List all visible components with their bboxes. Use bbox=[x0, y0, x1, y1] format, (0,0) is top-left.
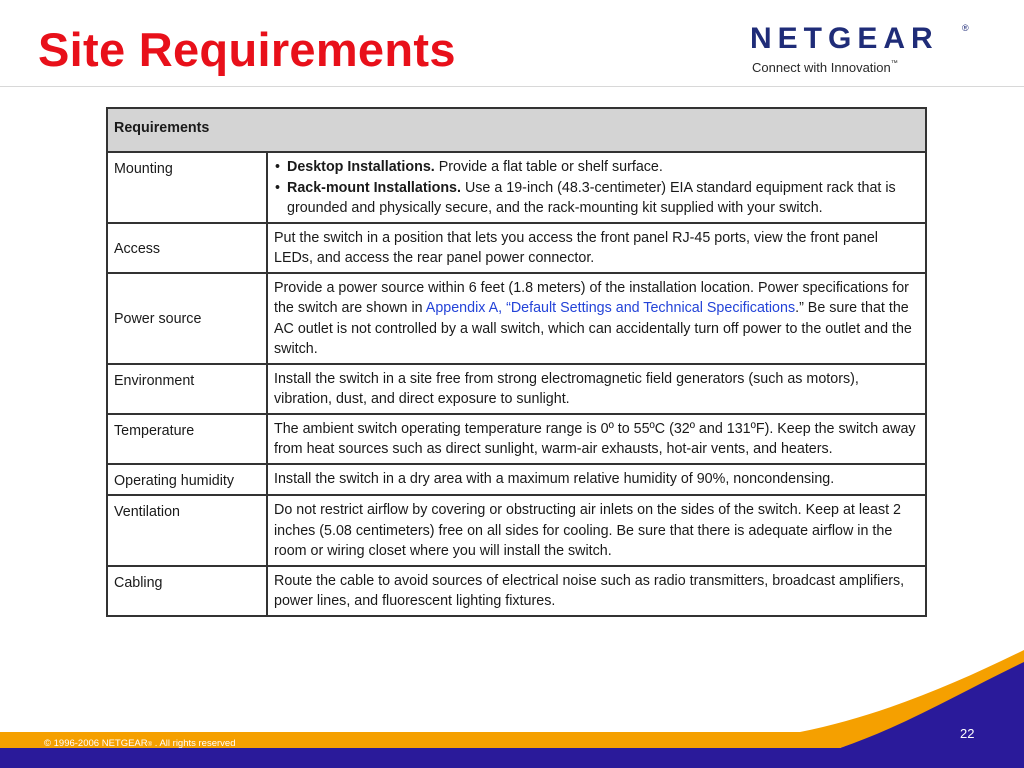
description-text: Provide a power source within 6 feet (1.8 meters) of the installation location. Power specifications for the switch are shown in bbox=[274, 279, 909, 316]
row-description: The ambient switch operating temperature range is 0º to 55ºC (32º and 131ºF). Keep the switch away from heat sources such as direct sunlight, warm-air exhausts, hot-air vents, and heaters. bbox=[267, 414, 926, 464]
bullet-text: Provide a flat table or shelf surface. bbox=[434, 159, 663, 175]
table-header: Requirements bbox=[107, 108, 926, 152]
copyright-text: © 1996-2006 NETGEAR bbox=[44, 738, 148, 749]
logo-tagline-text: Connect with Innovation bbox=[752, 60, 891, 75]
row-description bbox=[267, 273, 926, 364]
row-label: Access bbox=[107, 223, 267, 273]
copyright-suffix: . All rights reserved bbox=[152, 738, 236, 749]
logo-tagline bbox=[752, 60, 898, 75]
copyright-registered-mark: ® bbox=[147, 742, 153, 748]
bullet-text: Use a 19-inch (48.3-centimeter) EIA standard equipment rack that is grounded and physically secure, and the rack-mounting kit supplied with your switch. bbox=[287, 179, 896, 216]
requirements-table bbox=[106, 107, 927, 617]
row-label: Cabling bbox=[107, 566, 267, 616]
description-text: .” Be sure that the AC outlet is not controlled by a wall switch, which can accidentally turn off power to the outlet and the switch. bbox=[274, 300, 912, 357]
row-label: Mounting bbox=[107, 152, 267, 223]
row-label: Environment bbox=[107, 364, 267, 414]
bullet-heading: Rack-mount Installations. bbox=[287, 179, 461, 196]
footer-orange-band bbox=[0, 650, 1024, 748]
bullet-heading: Desktop Installations. bbox=[287, 159, 435, 175]
row-label: Temperature bbox=[107, 414, 267, 464]
row-label: Ventilation bbox=[107, 495, 267, 566]
list-item bbox=[274, 178, 919, 219]
slide-title: Site Requirements bbox=[38, 23, 456, 76]
logo-registered-mark: ® bbox=[962, 23, 969, 33]
row-label: Operating humidity bbox=[107, 464, 267, 496]
table-row-environment bbox=[107, 364, 926, 414]
table-row-ventilation bbox=[107, 495, 926, 566]
mounting-bullet-list bbox=[274, 157, 919, 219]
row-description: Install the switch in a dry area with a maximum relative humidity of 90%, noncondensing. bbox=[267, 464, 926, 496]
row-label: Power source bbox=[107, 273, 267, 364]
copyright-notice bbox=[44, 738, 235, 749]
list-item bbox=[274, 157, 919, 178]
table-row-temperature bbox=[107, 414, 926, 464]
table-row-power-source bbox=[107, 273, 926, 364]
appendix-a-link[interactable]: Appendix A, “Default Settings and Technical Specifications bbox=[425, 300, 796, 316]
table-row-access bbox=[107, 223, 926, 273]
logo-trademark: ™ bbox=[890, 60, 898, 67]
table-row-mounting bbox=[107, 152, 926, 223]
row-description: Do not restrict airflow by covering or obstructing air inlets on the sides of the switch. Keep at least 2 inches (5.08 centimeters) free on all sides for cooling. Be sure that there is adequate airflow in the room or wiring closet where you will install the switch. bbox=[267, 495, 926, 566]
row-description bbox=[267, 152, 926, 223]
row-description: Route the cable to avoid sources of electrical noise such as radio transmitters, broadcast amplifiers, power lines, and fluorescent lighting fixtures. bbox=[267, 566, 926, 616]
netgear-logo bbox=[750, 22, 990, 78]
table-header-row bbox=[107, 108, 926, 152]
table-row-operating-humidity bbox=[107, 464, 926, 496]
page-number: 22 bbox=[960, 726, 975, 741]
row-description: Put the switch in a position that lets you access the front panel RJ-45 ports, view the front panel LEDs, and access the rear panel power connector. bbox=[267, 223, 926, 273]
row-description: Install the switch in a site free from strong electromagnetic field generators (such as motors), vibration, dust, and direct exposure to sunlight. bbox=[267, 364, 926, 414]
title-divider bbox=[0, 86, 1024, 87]
logo-wordmark: NETGEAR bbox=[750, 22, 939, 55]
